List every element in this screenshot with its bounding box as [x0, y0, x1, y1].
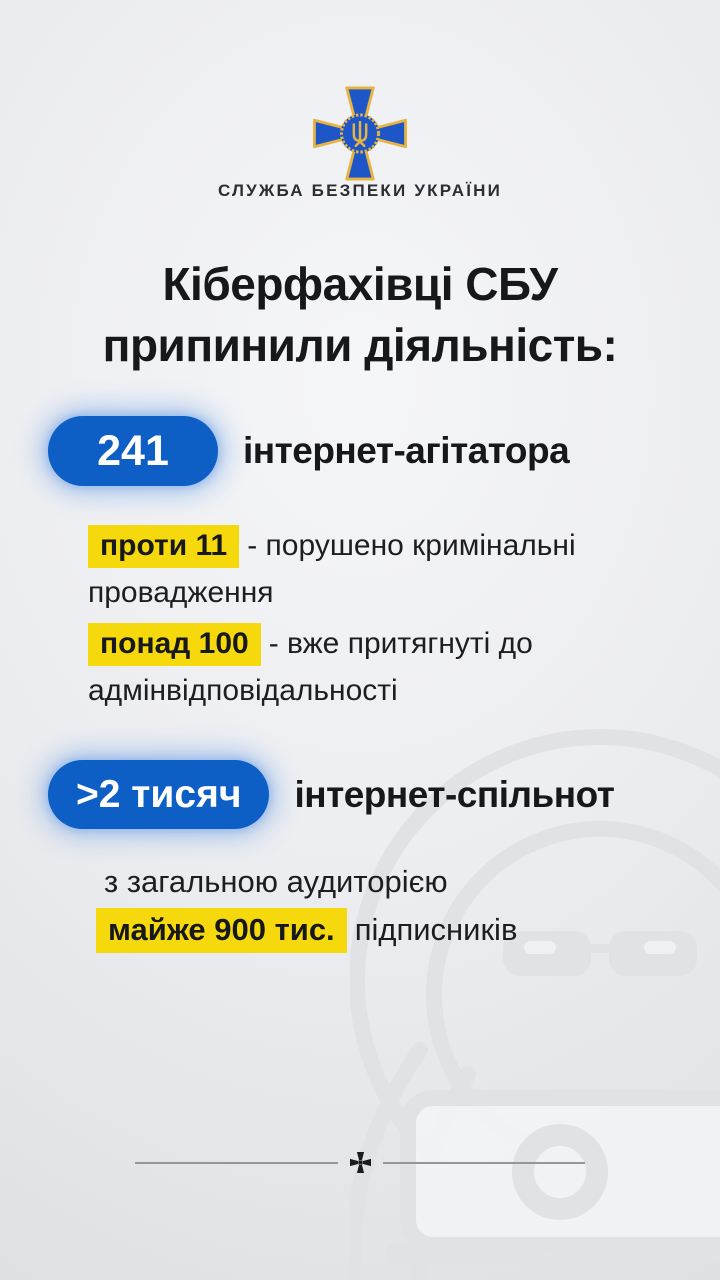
maltese-cross-icon: [350, 1152, 371, 1173]
stat-label-agitators: інтернет-агітатора: [243, 430, 570, 471]
stat-label-communities: інтернет-спільнот: [294, 773, 615, 815]
fact-criminal-proceedings: [88, 522, 654, 616]
divider-line-right: [383, 1162, 586, 1164]
title-line-1: Кіберфахівці СБУ: [162, 258, 558, 310]
divider-line-left: [135, 1162, 338, 1164]
audience-intro: з загальною аудиторією: [104, 864, 448, 899]
fact2-highlight: понад 100: [88, 623, 261, 666]
sbu-emblem-icon: [312, 86, 408, 181]
stat-internet-agitators: [48, 416, 569, 486]
hacker-watermark: [350, 660, 720, 1280]
fact2-text: - вже притягнуті до адмінвідповідальності: [88, 627, 533, 707]
footer-divider: [135, 1152, 585, 1173]
fact-admin-liability: [88, 620, 654, 714]
audience-highlight: майже 900 тис.: [96, 908, 347, 953]
laptop-base-right: [568, 1244, 720, 1263]
glasses-icon: [503, 931, 697, 976]
org-name: СЛУЖБА БЕЗПЕКИ УКРАЇНИ: [217, 181, 503, 200]
title-line-2: припинили діяльність:: [102, 319, 618, 371]
audience-text: підписників: [354, 912, 518, 947]
stat-badge-2-thousand: >2 тисяч: [48, 760, 269, 829]
stat-internet-communities: [48, 760, 614, 829]
stat-badge-241: 241: [48, 416, 218, 486]
page-title: [0, 254, 720, 376]
audience-block: [96, 858, 517, 954]
laptop-base-left: [385, 1244, 542, 1263]
fact1-highlight: проти 11: [88, 525, 239, 568]
fact1-text: - порушено кримінальні провадження: [88, 529, 576, 609]
